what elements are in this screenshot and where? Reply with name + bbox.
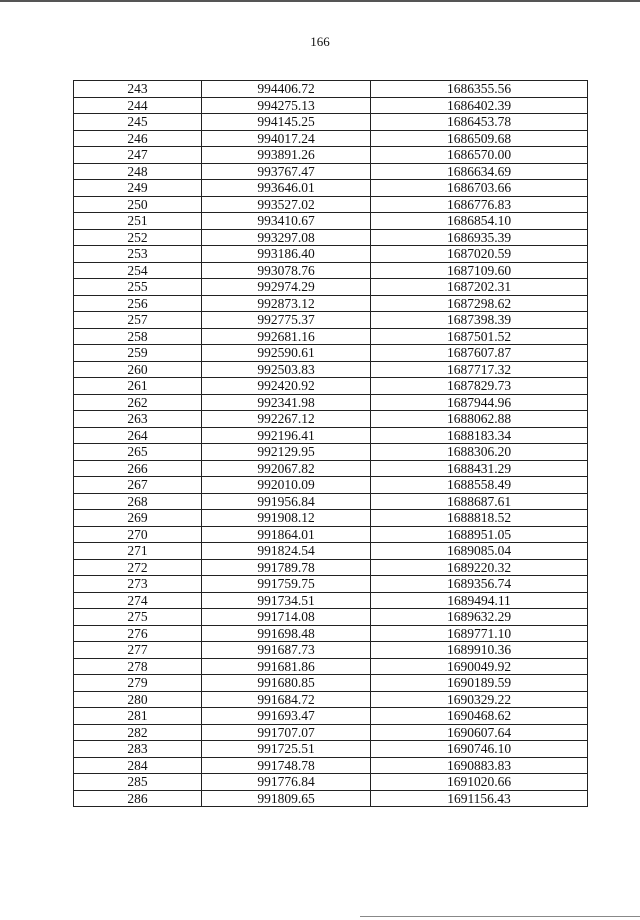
point-number-cell: 281 <box>74 708 202 725</box>
table-row <box>74 114 588 131</box>
x-coordinate-cell: 991824.54 <box>202 543 371 560</box>
x-coordinate-cell: 992974.29 <box>202 279 371 296</box>
x-coordinate-cell: 991789.78 <box>202 559 371 576</box>
coordinates-table-container <box>73 80 587 807</box>
x-coordinate-cell: 994406.72 <box>202 81 371 98</box>
point-number-cell: 262 <box>74 394 202 411</box>
table-row <box>74 510 588 527</box>
table-row <box>74 262 588 279</box>
y-coordinate-cell: 1686402.39 <box>371 97 588 114</box>
point-number-cell: 264 <box>74 427 202 444</box>
table-row <box>74 592 588 609</box>
table-row <box>74 576 588 593</box>
point-number-cell: 271 <box>74 543 202 560</box>
x-coordinate-cell: 992503.83 <box>202 361 371 378</box>
y-coordinate-cell: 1688687.61 <box>371 493 588 510</box>
x-coordinate-cell: 994145.25 <box>202 114 371 131</box>
point-number-cell: 254 <box>74 262 202 279</box>
y-coordinate-cell: 1689632.29 <box>371 609 588 626</box>
y-coordinate-cell: 1687109.60 <box>371 262 588 279</box>
point-number-cell: 259 <box>74 345 202 362</box>
y-coordinate-cell: 1688431.29 <box>371 460 588 477</box>
point-number-cell: 255 <box>74 279 202 296</box>
point-number-cell: 278 <box>74 658 202 675</box>
y-coordinate-cell: 1690329.22 <box>371 691 588 708</box>
point-number-cell: 243 <box>74 81 202 98</box>
y-coordinate-cell: 1690189.59 <box>371 675 588 692</box>
table-row <box>74 130 588 147</box>
x-coordinate-cell: 991759.75 <box>202 576 371 593</box>
x-coordinate-cell: 991687.73 <box>202 642 371 659</box>
point-number-cell: 265 <box>74 444 202 461</box>
table-row <box>74 477 588 494</box>
point-number-cell: 256 <box>74 295 202 312</box>
table-row <box>74 196 588 213</box>
page-number: 166 <box>310 34 330 49</box>
x-coordinate-cell: 992067.82 <box>202 460 371 477</box>
point-number-cell: 282 <box>74 724 202 741</box>
y-coordinate-cell: 1686703.66 <box>371 180 588 197</box>
y-coordinate-cell: 1687020.59 <box>371 246 588 263</box>
point-number-cell: 280 <box>74 691 202 708</box>
x-coordinate-cell: 992010.09 <box>202 477 371 494</box>
point-number-cell: 244 <box>74 97 202 114</box>
table-row <box>74 163 588 180</box>
point-number-cell: 277 <box>74 642 202 659</box>
y-coordinate-cell: 1688062.88 <box>371 411 588 428</box>
point-number-cell: 283 <box>74 741 202 758</box>
point-number-cell: 270 <box>74 526 202 543</box>
table-row <box>74 774 588 791</box>
y-coordinate-cell: 1686634.69 <box>371 163 588 180</box>
y-coordinate-cell: 1689910.36 <box>371 642 588 659</box>
coordinates-table <box>73 80 588 807</box>
x-coordinate-cell: 992267.12 <box>202 411 371 428</box>
x-coordinate-cell: 993410.67 <box>202 213 371 230</box>
y-coordinate-cell: 1686355.56 <box>371 81 588 98</box>
point-number-cell: 275 <box>74 609 202 626</box>
table-row <box>74 312 588 329</box>
y-coordinate-cell: 1687607.87 <box>371 345 588 362</box>
table-row <box>74 345 588 362</box>
point-number-cell: 245 <box>74 114 202 131</box>
y-coordinate-cell: 1688951.05 <box>371 526 588 543</box>
table-row <box>74 757 588 774</box>
y-coordinate-cell: 1687398.39 <box>371 312 588 329</box>
y-coordinate-cell: 1686854.10 <box>371 213 588 230</box>
table-row <box>74 411 588 428</box>
y-coordinate-cell: 1688818.52 <box>371 510 588 527</box>
coordinates-table-body <box>74 81 588 807</box>
x-coordinate-cell: 991707.07 <box>202 724 371 741</box>
point-number-cell: 250 <box>74 196 202 213</box>
y-coordinate-cell: 1687944.96 <box>371 394 588 411</box>
x-coordinate-cell: 993527.02 <box>202 196 371 213</box>
point-number-cell: 284 <box>74 757 202 774</box>
x-coordinate-cell: 992590.61 <box>202 345 371 362</box>
x-coordinate-cell: 993891.26 <box>202 147 371 164</box>
x-coordinate-cell: 991809.65 <box>202 790 371 807</box>
table-row <box>74 295 588 312</box>
x-coordinate-cell: 992129.95 <box>202 444 371 461</box>
y-coordinate-cell: 1689494.11 <box>371 592 588 609</box>
x-coordinate-cell: 993646.01 <box>202 180 371 197</box>
table-row <box>74 97 588 114</box>
y-coordinate-cell: 1690746.10 <box>371 741 588 758</box>
point-number-cell: 266 <box>74 460 202 477</box>
table-row <box>74 559 588 576</box>
point-number-cell: 263 <box>74 411 202 428</box>
y-coordinate-cell: 1686935.39 <box>371 229 588 246</box>
point-number-cell: 252 <box>74 229 202 246</box>
y-coordinate-cell: 1686453.78 <box>371 114 588 131</box>
table-row <box>74 81 588 98</box>
table-row <box>74 180 588 197</box>
y-coordinate-cell: 1689771.10 <box>371 625 588 642</box>
table-row <box>74 246 588 263</box>
table-row <box>74 642 588 659</box>
table-row <box>74 609 588 626</box>
point-number-cell: 268 <box>74 493 202 510</box>
x-coordinate-cell: 992775.37 <box>202 312 371 329</box>
x-coordinate-cell: 994017.24 <box>202 130 371 147</box>
y-coordinate-cell: 1688306.20 <box>371 444 588 461</box>
y-coordinate-cell: 1690607.64 <box>371 724 588 741</box>
y-coordinate-cell: 1690883.83 <box>371 757 588 774</box>
x-coordinate-cell: 992873.12 <box>202 295 371 312</box>
y-coordinate-cell: 1686776.83 <box>371 196 588 213</box>
x-coordinate-cell: 992681.16 <box>202 328 371 345</box>
x-coordinate-cell: 992420.92 <box>202 378 371 395</box>
table-row <box>74 460 588 477</box>
point-number-cell: 273 <box>74 576 202 593</box>
table-row <box>74 691 588 708</box>
point-number-cell: 279 <box>74 675 202 692</box>
point-number-cell: 247 <box>74 147 202 164</box>
y-coordinate-cell: 1688558.49 <box>371 477 588 494</box>
x-coordinate-cell: 992196.41 <box>202 427 371 444</box>
x-coordinate-cell: 991734.51 <box>202 592 371 609</box>
y-coordinate-cell: 1687202.31 <box>371 279 588 296</box>
x-coordinate-cell: 991681.86 <box>202 658 371 675</box>
point-number-cell: 253 <box>74 246 202 263</box>
y-coordinate-cell: 1687829.73 <box>371 378 588 395</box>
table-row <box>74 147 588 164</box>
y-coordinate-cell: 1690049.92 <box>371 658 588 675</box>
point-number-cell: 286 <box>74 790 202 807</box>
x-coordinate-cell: 991714.08 <box>202 609 371 626</box>
y-coordinate-cell: 1689220.32 <box>371 559 588 576</box>
y-coordinate-cell: 1687501.52 <box>371 328 588 345</box>
table-row <box>74 526 588 543</box>
y-coordinate-cell: 1690468.62 <box>371 708 588 725</box>
point-number-cell: 274 <box>74 592 202 609</box>
table-row <box>74 229 588 246</box>
y-coordinate-cell: 1689356.74 <box>371 576 588 593</box>
x-coordinate-cell: 991725.51 <box>202 741 371 758</box>
x-coordinate-cell: 991908.12 <box>202 510 371 527</box>
x-coordinate-cell: 991698.48 <box>202 625 371 642</box>
point-number-cell: 269 <box>74 510 202 527</box>
table-row <box>74 790 588 807</box>
x-coordinate-cell: 993186.40 <box>202 246 371 263</box>
table-row <box>74 394 588 411</box>
bottom-border-line <box>360 916 640 917</box>
x-coordinate-cell: 991684.72 <box>202 691 371 708</box>
point-number-cell: 246 <box>74 130 202 147</box>
table-row <box>74 279 588 296</box>
table-row <box>74 741 588 758</box>
table-row <box>74 427 588 444</box>
x-coordinate-cell: 993767.47 <box>202 163 371 180</box>
point-number-cell: 260 <box>74 361 202 378</box>
x-coordinate-cell: 993297.08 <box>202 229 371 246</box>
point-number-cell: 272 <box>74 559 202 576</box>
x-coordinate-cell: 991680.85 <box>202 675 371 692</box>
table-row <box>74 213 588 230</box>
table-row <box>74 724 588 741</box>
y-coordinate-cell: 1686570.00 <box>371 147 588 164</box>
table-row <box>74 543 588 560</box>
y-coordinate-cell: 1688183.34 <box>371 427 588 444</box>
y-coordinate-cell: 1691156.43 <box>371 790 588 807</box>
x-coordinate-cell: 992341.98 <box>202 394 371 411</box>
x-coordinate-cell: 991864.01 <box>202 526 371 543</box>
y-coordinate-cell: 1687298.62 <box>371 295 588 312</box>
x-coordinate-cell: 991956.84 <box>202 493 371 510</box>
point-number-cell: 248 <box>74 163 202 180</box>
x-coordinate-cell: 994275.13 <box>202 97 371 114</box>
point-number-cell: 267 <box>74 477 202 494</box>
point-number-cell: 276 <box>74 625 202 642</box>
table-row <box>74 625 588 642</box>
table-row <box>74 708 588 725</box>
table-row <box>74 675 588 692</box>
table-row <box>74 658 588 675</box>
y-coordinate-cell: 1689085.04 <box>371 543 588 560</box>
x-coordinate-cell: 993078.76 <box>202 262 371 279</box>
point-number-cell: 257 <box>74 312 202 329</box>
x-coordinate-cell: 991748.78 <box>202 757 371 774</box>
table-row <box>74 378 588 395</box>
point-number-cell: 258 <box>74 328 202 345</box>
x-coordinate-cell: 991693.47 <box>202 708 371 725</box>
top-border-line <box>0 0 640 2</box>
point-number-cell: 249 <box>74 180 202 197</box>
y-coordinate-cell: 1686509.68 <box>371 130 588 147</box>
point-number-cell: 261 <box>74 378 202 395</box>
table-row <box>74 328 588 345</box>
point-number-cell: 285 <box>74 774 202 791</box>
table-row <box>74 361 588 378</box>
y-coordinate-cell: 1687717.32 <box>371 361 588 378</box>
x-coordinate-cell: 991776.84 <box>202 774 371 791</box>
point-number-cell: 251 <box>74 213 202 230</box>
table-row <box>74 493 588 510</box>
table-row <box>74 444 588 461</box>
y-coordinate-cell: 1691020.66 <box>371 774 588 791</box>
